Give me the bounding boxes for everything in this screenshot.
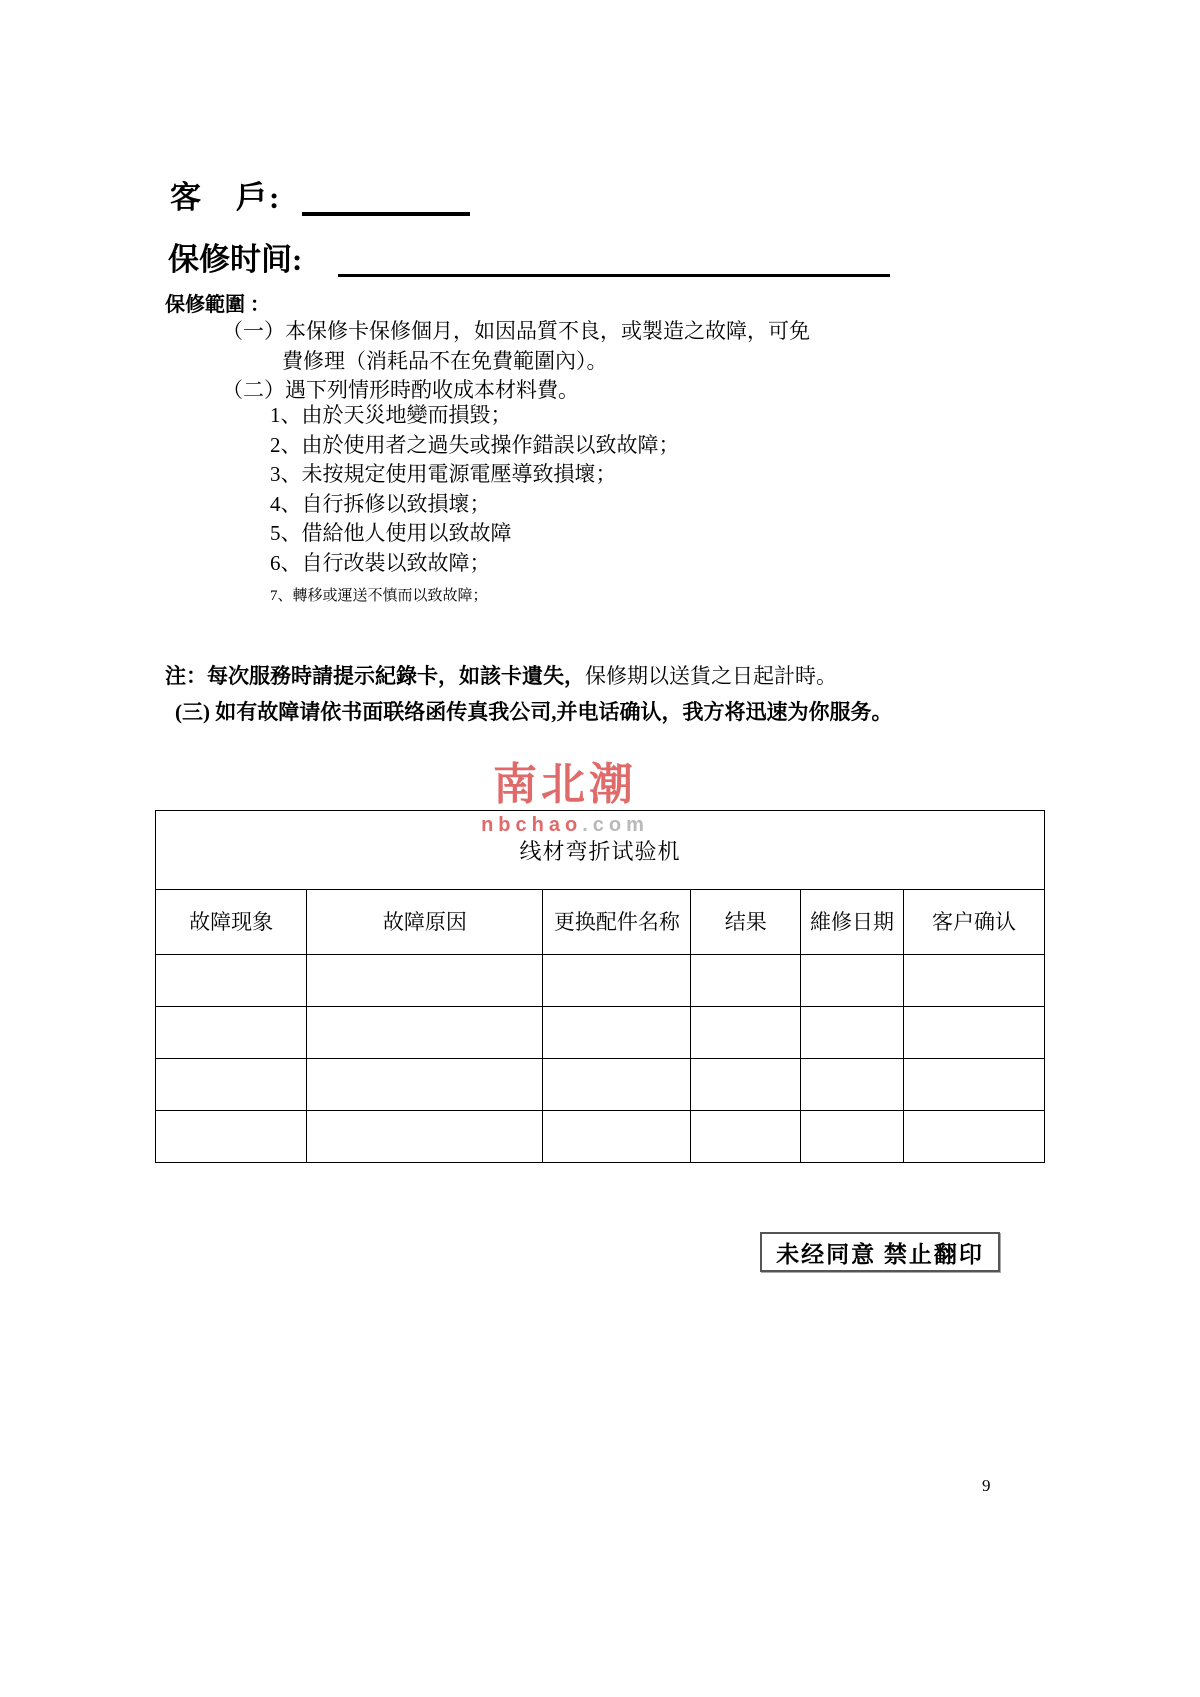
- cell-empty: [691, 1111, 801, 1163]
- cell-empty: [904, 955, 1045, 1007]
- table-title-row: [156, 811, 1045, 890]
- repair-record-table: [155, 810, 1045, 1163]
- sub-item-7: 7、轉移或運送不慎而以致故障；: [270, 588, 488, 604]
- scope-title: 保修範圍 ：: [165, 294, 270, 316]
- table-row: [156, 1059, 1045, 1111]
- clause-2: （二）遇下列情形時酌收成本材料費。: [222, 378, 579, 402]
- cell-empty: [156, 1059, 307, 1111]
- watermark-brand-text: 南北潮: [493, 760, 637, 809]
- cell-empty: [904, 1059, 1045, 1111]
- col-header-fault-cause: 故障原因: [307, 890, 543, 955]
- watermark-domain-main: nbchao: [481, 814, 583, 836]
- cell-empty: [543, 1007, 691, 1059]
- cell-empty: [156, 955, 307, 1007]
- col-header-repair-date: 維修日期: [801, 890, 904, 955]
- cell-empty: [904, 1111, 1045, 1163]
- sub-item-1: 1、由於天災地變而損毀；: [270, 403, 512, 427]
- table-row: [156, 1111, 1045, 1163]
- sub-item-5: 5、借給他人使用以致故障: [270, 521, 512, 545]
- cell-empty: [691, 955, 801, 1007]
- cell-empty: [307, 1111, 543, 1163]
- sub-item-6: 6、自行改裝以致故障；: [270, 550, 491, 575]
- cell-empty: [904, 1007, 1045, 1059]
- clause-2-sublist: [270, 401, 890, 611]
- cell-empty: [543, 955, 691, 1007]
- col-header-fault-phenomenon: 故障现象: [156, 890, 307, 955]
- cell-empty: [801, 1007, 904, 1059]
- cell-empty: [307, 1007, 543, 1059]
- watermark-domain-suffix: .com: [582, 814, 649, 836]
- sub-item-2: 2、由於使用者之過失或操作錯誤以致故障；: [270, 432, 680, 457]
- cell-empty: [307, 955, 543, 1007]
- no-reprint-stamp: 未经同意 禁止翻印: [760, 1232, 1000, 1272]
- sub-item-3: 3、未按規定使用電源電壓導致損壞；: [270, 462, 617, 486]
- col-header-customer-confirm: 客户确认: [904, 890, 1045, 955]
- note-bold-part: 注：每次服務時請提示紀錄卡，如該卡遺失，: [165, 664, 585, 688]
- table-header-row: [156, 890, 1045, 955]
- sub-item-4: 4、自行拆修以致損壞；: [270, 491, 491, 516]
- table-row: [156, 1007, 1045, 1059]
- customer-label: 客 戶:: [170, 180, 282, 215]
- col-header-result: 结果: [691, 890, 801, 955]
- clause-1-line-1: （一）本保修卡保修個月，如因品質不良，或製造之故障，可免: [222, 319, 810, 343]
- note-regular-part: 保修期以送貨之日起計時。: [585, 664, 837, 688]
- cell-empty: [691, 1059, 801, 1111]
- cell-empty: [543, 1059, 691, 1111]
- cell-empty: [156, 1007, 307, 1059]
- clause-3: (三) 如有故障请依书面联络函传真我公司,并电话确认，我方将迅速为你服务。: [175, 700, 893, 724]
- cell-empty: [156, 1111, 307, 1163]
- cell-empty: [801, 1059, 904, 1111]
- cell-empty: [691, 1007, 801, 1059]
- customer-blank-line: [302, 212, 470, 216]
- page-number: 9: [982, 1476, 991, 1495]
- col-header-replaced-part: 更换配件名称: [543, 890, 691, 955]
- cell-empty: [801, 955, 904, 1007]
- clause-1-line-2: 費修理（消耗品不在免費範圍內）。: [282, 349, 608, 373]
- note-line: [165, 660, 837, 690]
- table-title: 线材弯折试验机: [156, 811, 1045, 890]
- warranty-time-blank-line: [338, 274, 890, 277]
- cell-empty: [543, 1111, 691, 1163]
- warranty-time-label: 保修时间:: [168, 242, 303, 277]
- cell-empty: [801, 1111, 904, 1163]
- cell-empty: [307, 1059, 543, 1111]
- table-row: [156, 955, 1045, 1007]
